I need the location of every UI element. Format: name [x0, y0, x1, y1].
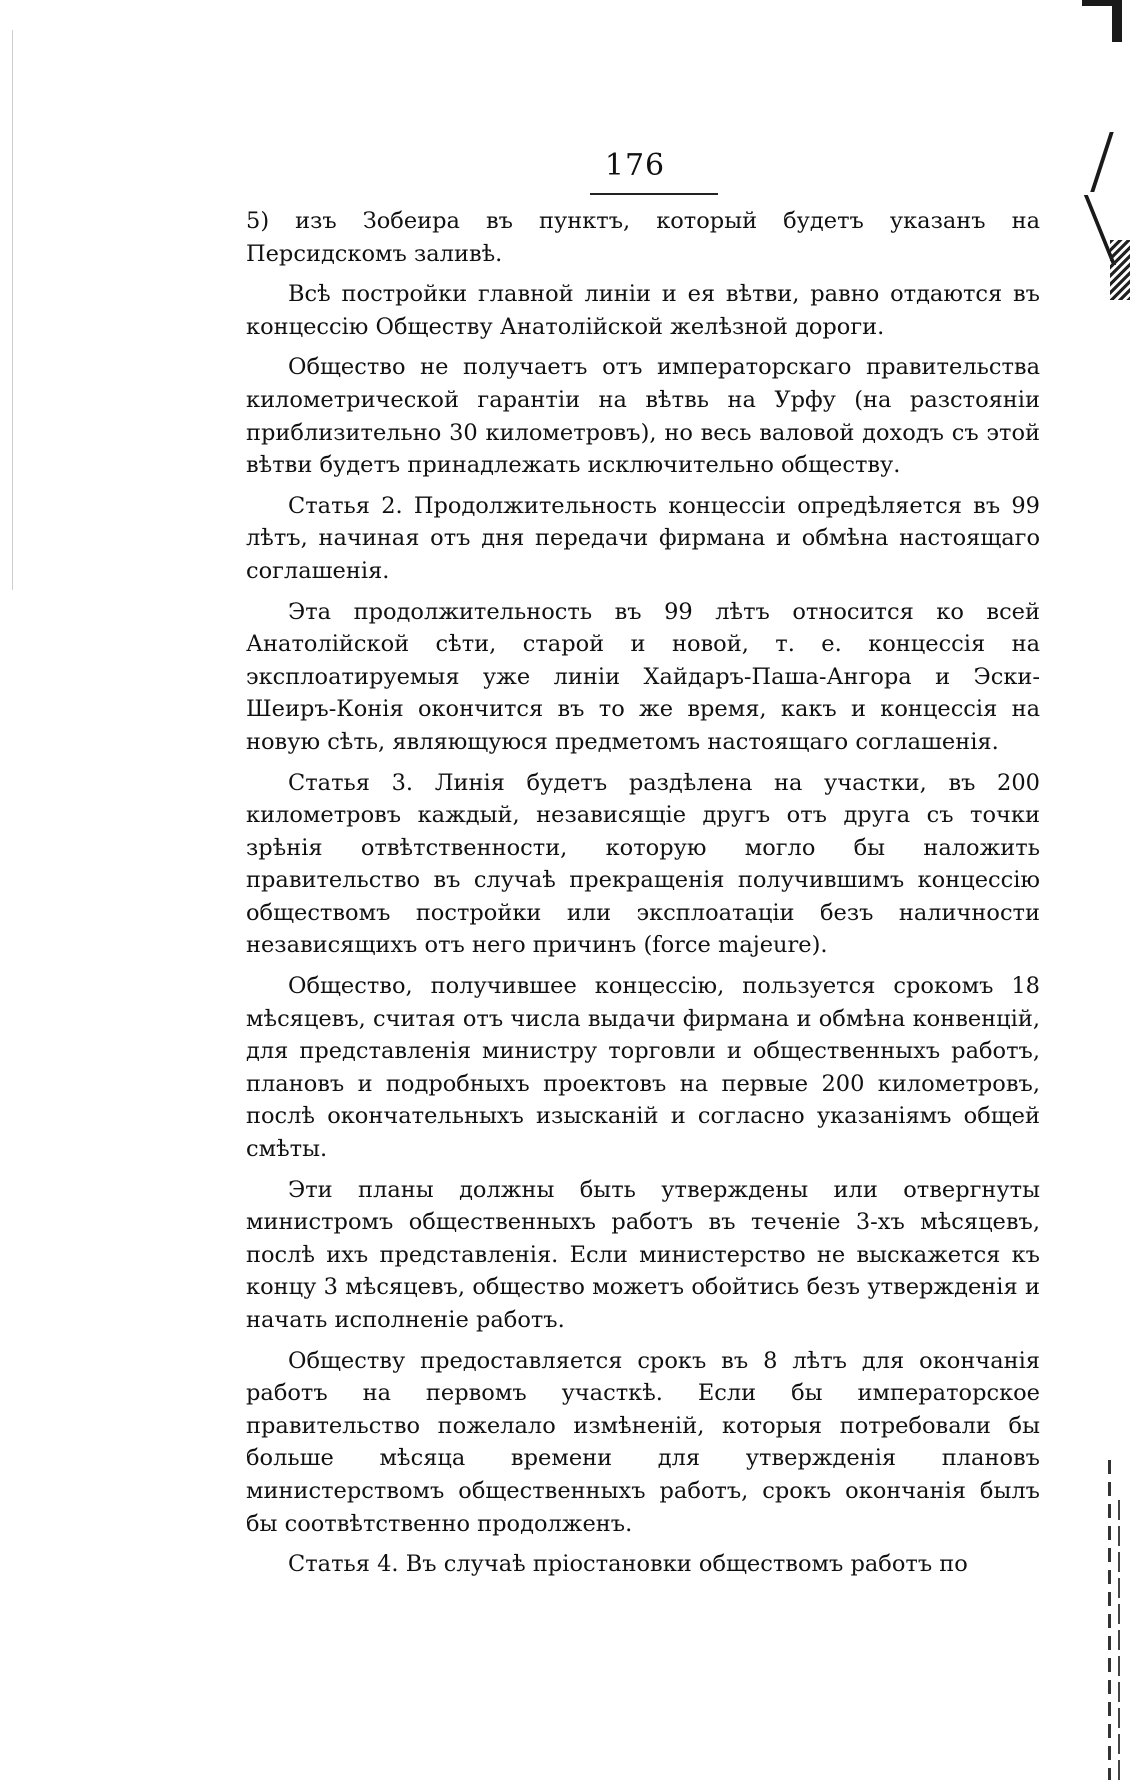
paragraph: Общество, получившее концессію, пользуется срокомъ 18 мѣсяцевъ, считая отъ числа выдачи фирмана и обмѣна конвенцій, для представленія министру торговли и общественныхъ работъ, плановъ и подробныхъ проектовъ на первые 200 километровъ, послѣ окончательныхъ изысканій и согласно указаніямъ общей смѣты. — [246, 973, 1040, 1163]
paragraph: Статья 3. Линія будетъ раздѣлена на участки, въ 200 километровъ каждый, независящіе другъ отъ друга съ точки зрѣнія отвѣтственности, которую могло бы наложить правительство въ случаѣ прекращенія получившимъ концессію обществомъ постройки или эксплоатаціи безъ наличности независящихъ отъ него причинъ (force majeure). — [246, 769, 1040, 959]
page-number: 176 — [604, 148, 666, 183]
paragraph: Статья 2. Продолжительность концессіи опредѣляется въ 99 лѣтъ, начиная отъ дня передачи фирмана и обмѣна настоящаго соглашенія. — [246, 492, 1040, 584]
scan-right-edge — [1108, 1460, 1111, 1780]
paragraph: 5) изъ Зобеира въ пунктъ, который будетъ указанъ на Персидскомъ заливѣ. — [246, 208, 1040, 267]
paragraph: Эти планы должны быть утверждены или отвергнуты министромъ общественныхъ работъ въ теченіе 3-хъ мѣсяцевъ, послѣ ихъ представленія. Если министерство не выскажется къ концу 3 мѣсяцевъ, общество можетъ обойтись безъ утвержденія и начать исполненіе работъ. — [246, 1176, 1040, 1333]
paragraph: Статья 4. Въ случаѣ пріостановки обществомъ работъ по — [288, 1551, 968, 1578]
page-text — [246, 205, 1040, 1581]
scan-corner-mark-2 — [1112, 0, 1122, 42]
scan-right-blot — [1110, 240, 1130, 300]
scan-right-bracket — [1090, 132, 1113, 192]
paragraph: Обществу предоставляется срокъ въ 8 лѣтъ для окончанія работъ на первомъ участкѣ. Если бы императорское правительство пожелало измѣненій, которыя потребовали бы больше мѣсяца времени для утвержденія плановъ министерствомъ общественныхъ работъ, срокъ окончанія былъ бы соотвѣтственно продолженъ. — [246, 1347, 1040, 1537]
scan-right-edge-2 — [1118, 1500, 1120, 1780]
paragraph: Всѣ постройки главной линіи и ея вѣтви, равно отдаются въ концессію Обществу Анатолійской желѣзной дороги. — [246, 281, 1040, 340]
scan-left-edge — [12, 30, 13, 590]
page-number-rule — [590, 193, 718, 195]
paragraph: Эта продолжительность въ 99 лѣтъ относится ко всей Анатолійской сѣти, старой и новой, т. е. концессія на эксплоатируемыя уже линіи Хайдаръ-Паша-Ангора и Эски-Шеиръ-Конія окончится въ то же время, какъ и концессія на новую сѣть, являющуюся предметомъ настоящаго соглашенія. — [246, 598, 1040, 755]
paragraph: Общество не получаетъ отъ императорскаго правительства километрической гарантіи на вѣтвь на Урфу (на разстояніи приблизительно 30 километровъ), но весь валовой доходъ съ этой вѣтви будетъ принадлежать исключительно обществу. — [246, 354, 1040, 479]
